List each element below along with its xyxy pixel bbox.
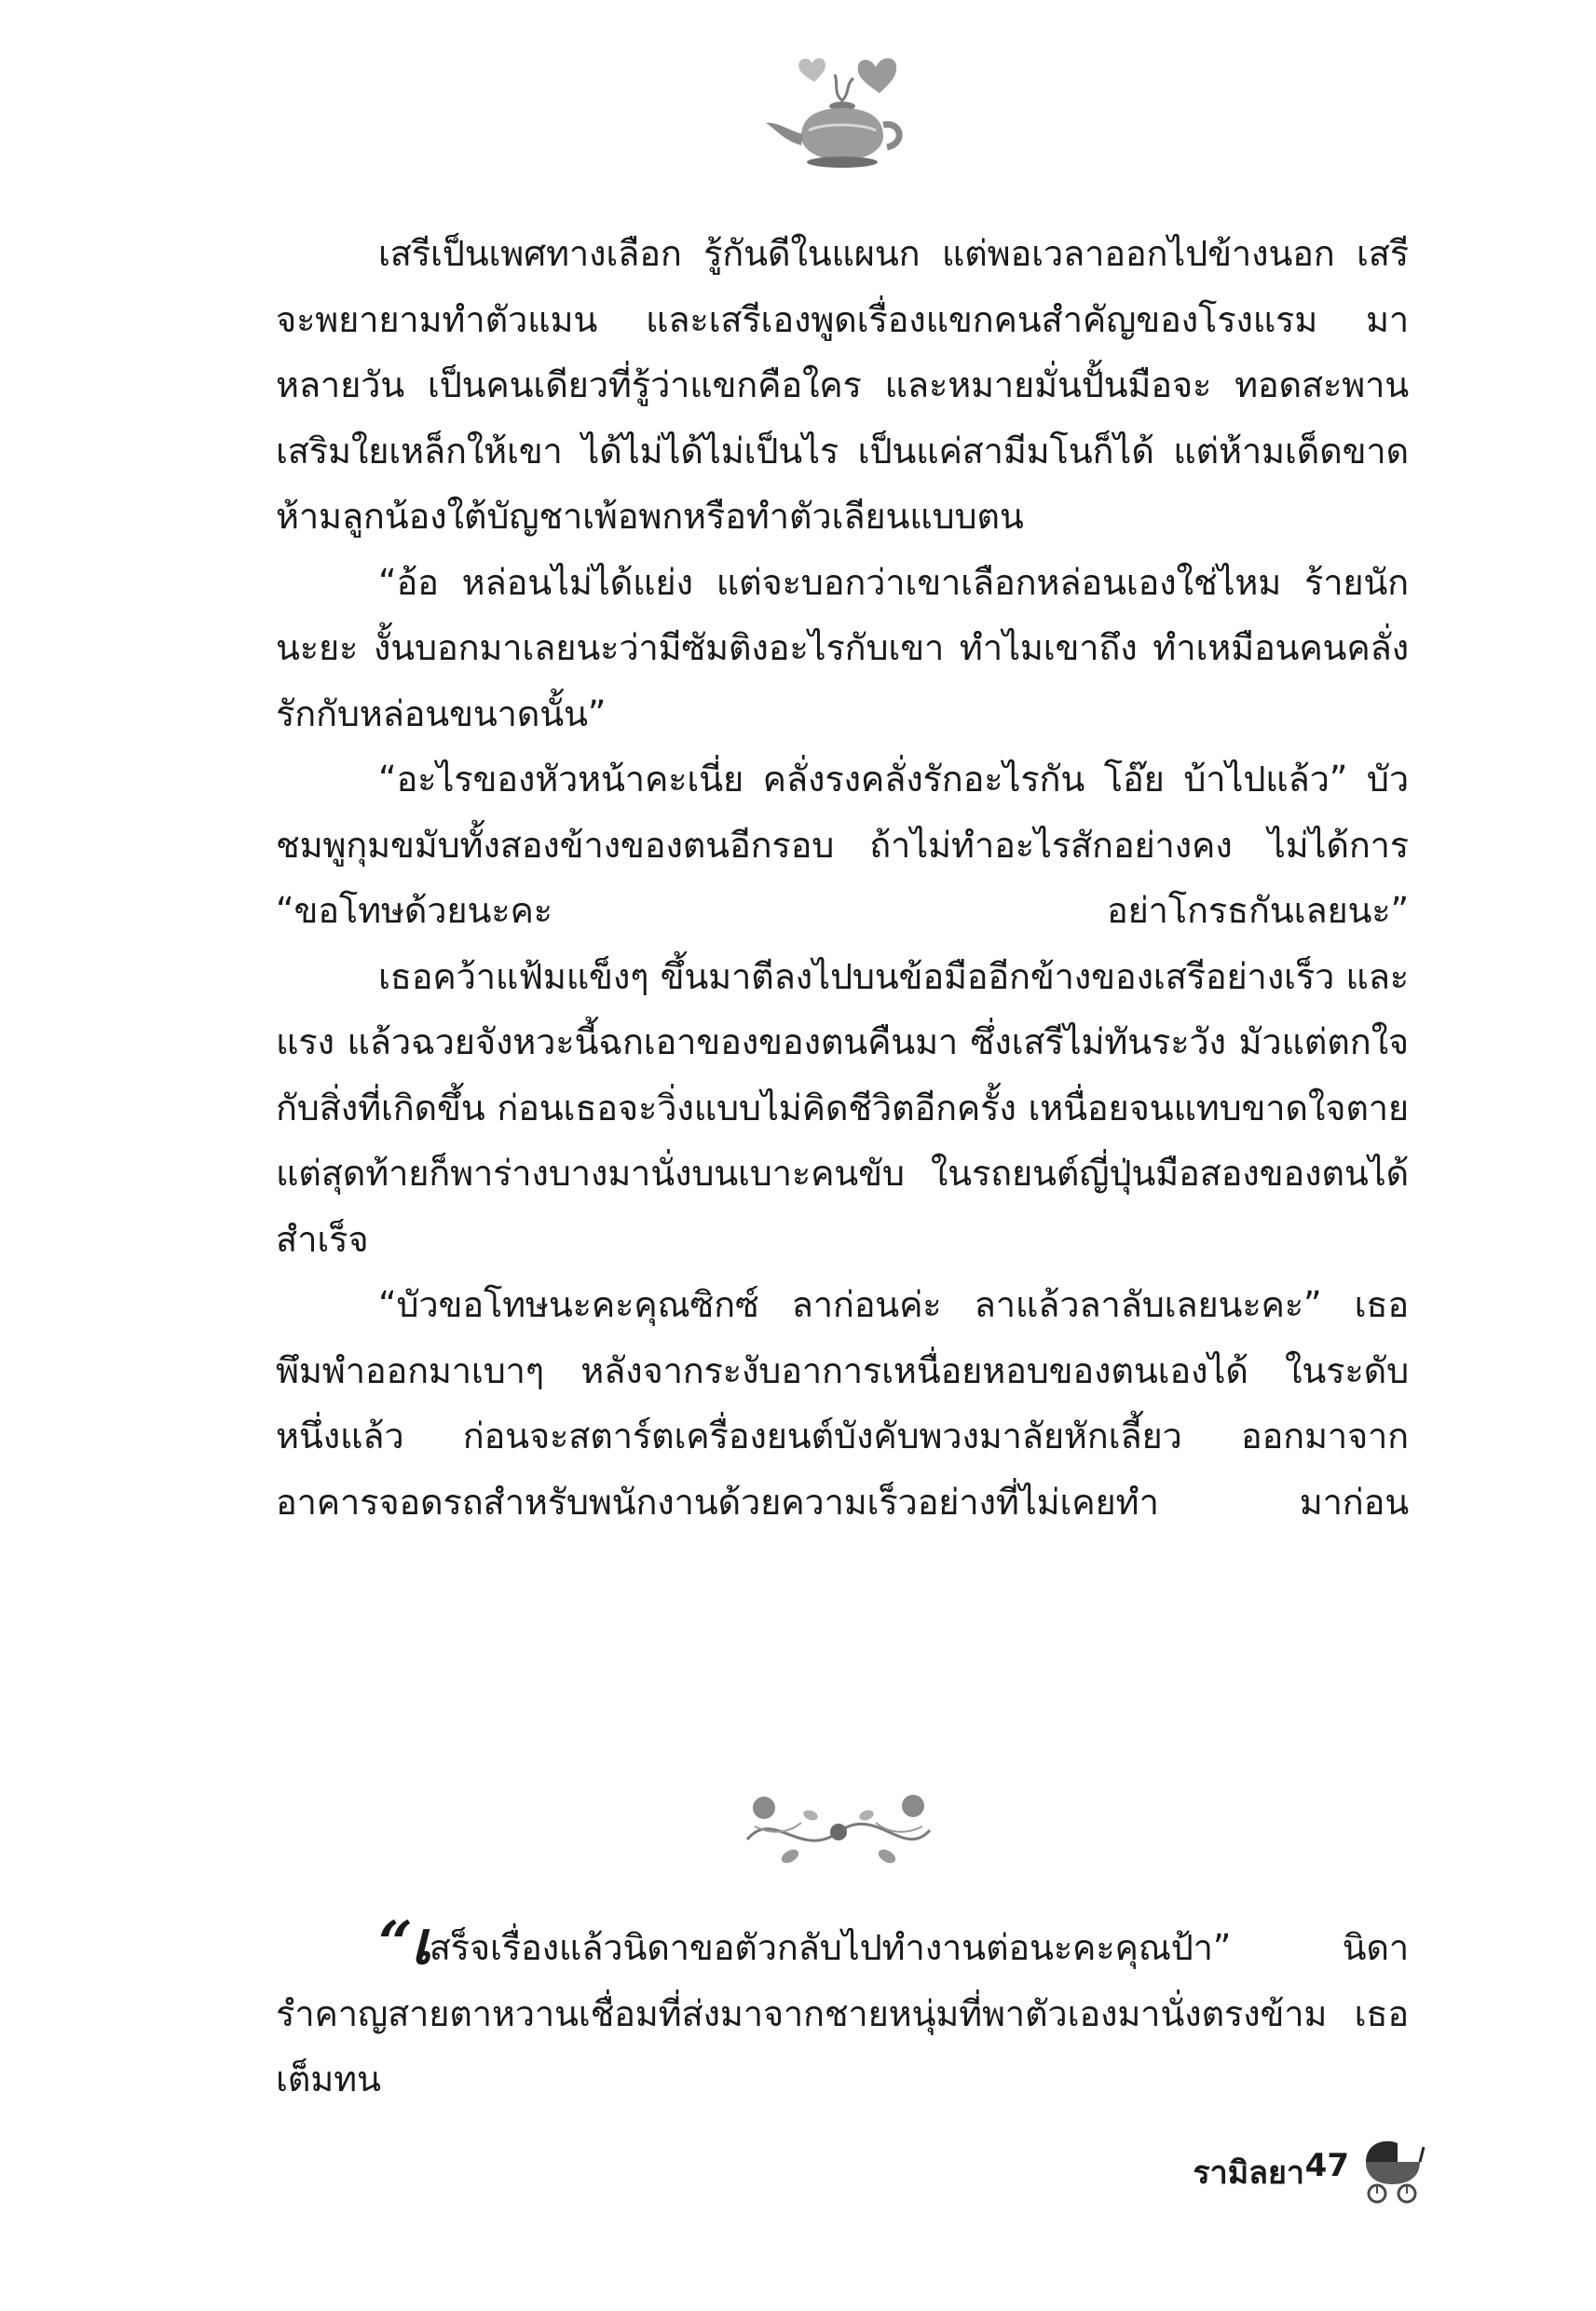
- paragraph: “อะไรของหัวหน้าคะเนี่ย คลั่งรงคลั่งรักอะไรกัน โอ๊ย บ้าไปแล้ว” บัวชมพูกุมขมับทั้งสองข้างของตนอีกรอบ ถ้าไม่ทำอะไรสักอย่างคง ไม่ได้การ “ขอโทษด้วยนะคะ อย่าโกรธกันเลยนะ”: [276, 759, 1409, 931]
- paragraph: “บัวขอโทษนะคะคุณซิกซ์ ลาก่อนค่ะ ลาแล้วลาลับเลยนะคะ” เธอพึมพำออกมาเบาๆ หลังจากระงับอาการเหนื่อยหอบของตนเองได้ ในระดับหนึ่งแล้ว ก่อนจะสตาร์ตเครื่องยนต์บังคับพวงมาลัยหักเลี้ยว ออกมาจากอาคารจอดรถสำหรับพนักงานด้วยความเร็วอย่างที่ไม่เคยทำ มาก่อน: [276, 1284, 1409, 1523]
- book-title: รามิลยา: [1193, 2154, 1304, 2192]
- vine-flourish-icon: [736, 1771, 941, 1873]
- quote-mark: “: [378, 1908, 411, 1978]
- paragraph: เธอคว้าแฟ้มแข็งๆ ขึ้นมาตีลงไปบนข้อมืออีกข้างของเสรีอย่างเร็ว และแรง แล้วฉวยจังหวะนี้ฉกเอาของของตนคืนมา ซึ่งเสรีไม่ทันระวัง มัวแต่ตกใจกับสิ่งที่เกิดขึ้น ก่อนเธอจะวิ่งแบบไม่คิดชีวิตอีกครั้ง เหนื่อยจนแทบขาดใจตาย แต่สุดท้ายก็พาร่างบางมานั่งบนเบาะคนขับ ในรถยนต์ญี่ปุ่นมือสองของตนได้สำเร็จ: [276, 955, 1409, 1260]
- paragraph: “เสร็จเรื่องแล้วนิดาขอตัวกลับไปทำงานต่อนะคะคุณป้า” นิดา รำคาญสายตาหวานเชื่อมที่ส่งมาจากชายหนุ่มที่พาตัวเองมานั่งตรงข้าม เธอเต็มทน: [276, 1908, 1409, 2099]
- baby-pram-icon: [1360, 2134, 1425, 2205]
- paragraph: “อ้อ หล่อนไม่ได้แย่ง แต่จะบอกว่าเขาเลือกหล่อนเองใช่ไหม ร้ายนักนะยะ งั้นบอกมาเลยนะว่ามีซัมติงอะไรกับเขา ทำไมเขาถึง ทำเหมือนคนคลั่งรักกับหล่อนขนาดนั้น”: [276, 561, 1409, 734]
- page-number: 47: [1304, 2147, 1349, 2184]
- paragraph: เสรีเป็นเพศทางเลือก รู้กันดีในแผนก แต่พอเวลาออกไปข้างนอก เสรีจะพยายามทำตัวแมน และเสรีเองพูดเรื่องแขกคนสำคัญของโรงแรม มาหลายวัน เป็นคนเดียวที่รู้ว่าแขกคือใคร และหมายมั่นปั้นมือจะ ทอดสะพานเสริมใยเหล็กให้เขา ได้ไม่ได้ไม่เป็นไร เป็นแค่สามีมโนก็ได้ แต่ห้ามเด็ดขาด ห้ามลูกน้องใต้บัญชาเพ้อพกหรือทำตัวเลียนแบบตน: [276, 233, 1409, 537]
- body-text-block: [276, 221, 1409, 1535]
- body-text-block: [276, 1908, 1409, 2113]
- teapot-with-hearts-icon: [757, 47, 915, 177]
- dropcap: เ: [410, 1908, 430, 1978]
- page-footer: [1071, 2134, 1425, 2208]
